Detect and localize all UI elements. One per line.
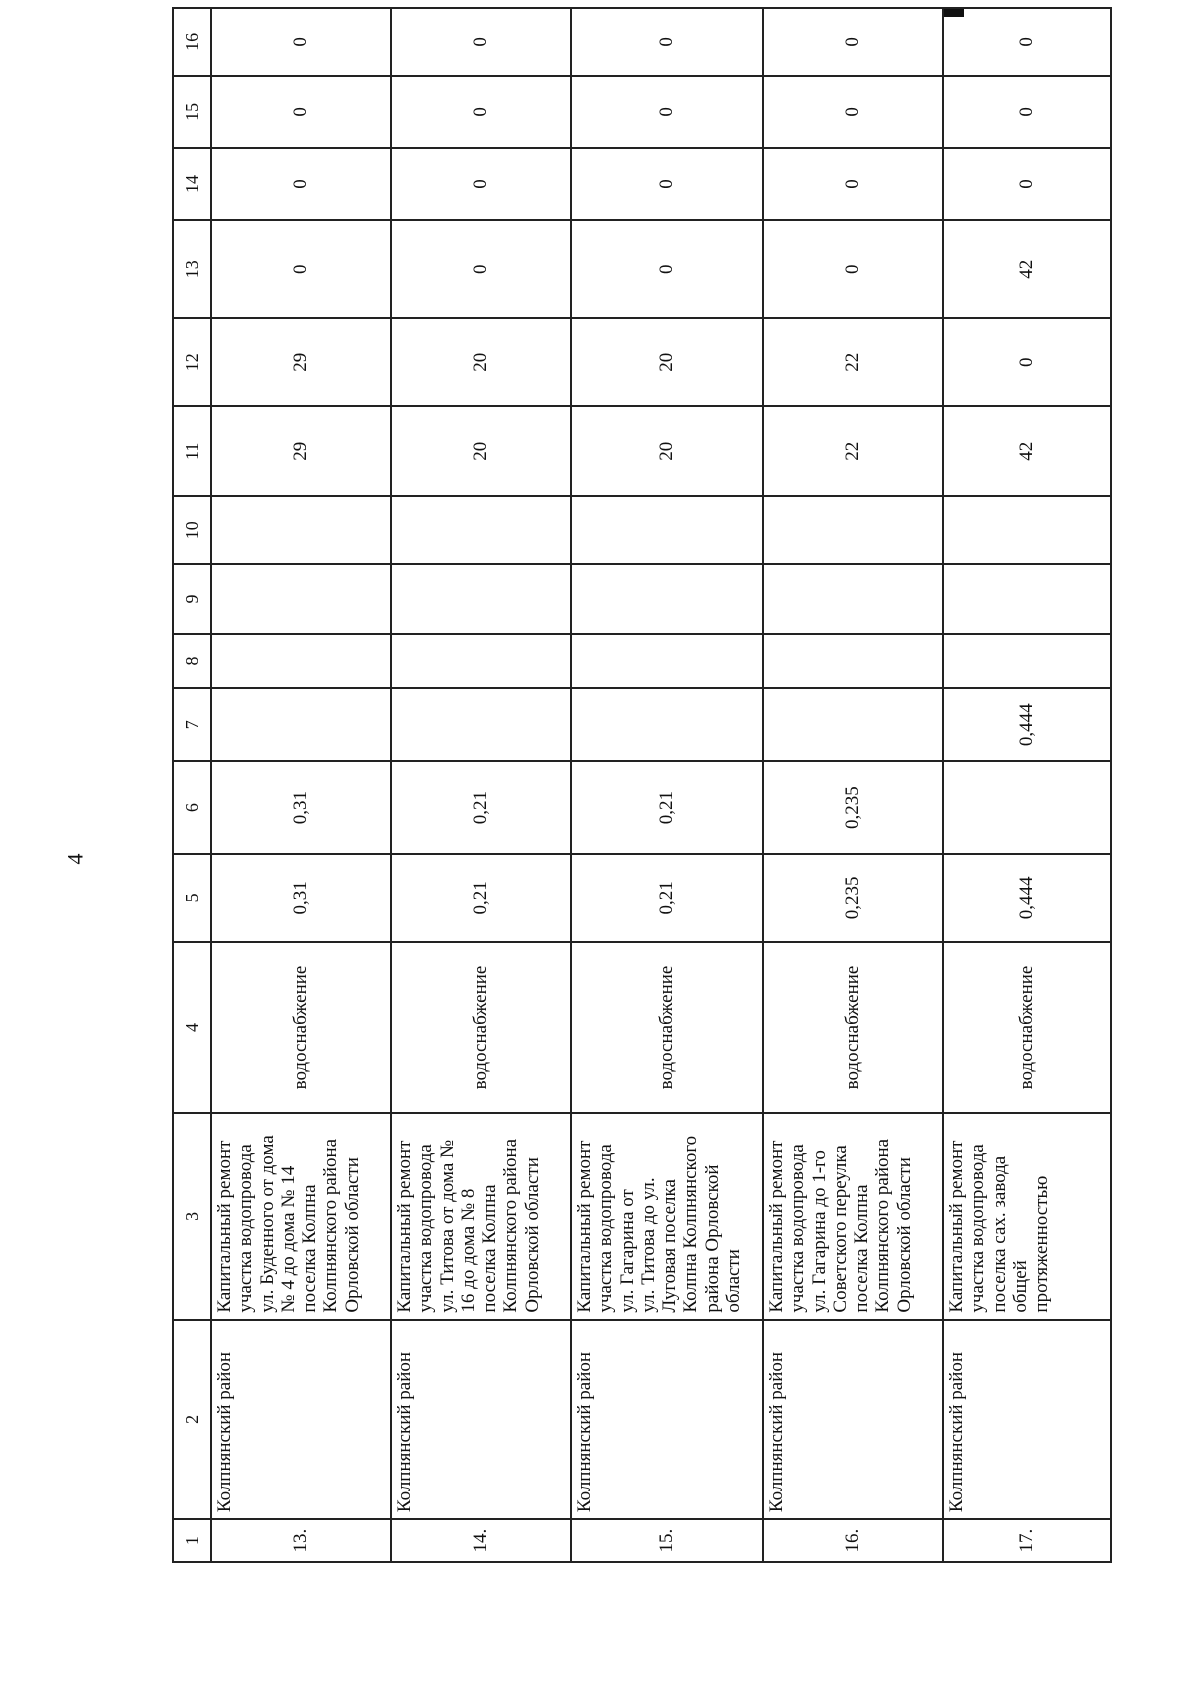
- value-cell-col-9: [763, 564, 943, 634]
- value-cell-col-9: [571, 564, 763, 634]
- description-line: Орловской области: [893, 1157, 915, 1313]
- description-line: № 4 до дома № 14: [277, 1165, 299, 1313]
- table-row: [211, 8, 391, 1562]
- rotated-table-wrapper: [172, 7, 1110, 1563]
- value-cell-col-11: 42: [943, 406, 1111, 496]
- district-cell: Колпнянский район: [943, 1320, 1111, 1520]
- description-cell: [391, 1113, 571, 1319]
- value-cell-col-5: 0,21: [391, 854, 571, 942]
- service-type-cell: водоснабжение: [391, 942, 571, 1113]
- value-cell-col-7: [211, 688, 391, 761]
- description-line: участка водопровода: [235, 1144, 257, 1313]
- value-cell-col-6: 0,21: [571, 761, 763, 853]
- column-number: 6: [173, 761, 211, 853]
- description-line: Орловской области: [521, 1157, 543, 1313]
- value-cell-col-13: 0: [391, 220, 571, 318]
- description-line: общей: [1009, 1260, 1031, 1313]
- value-cell-col-16: 0: [211, 8, 391, 76]
- service-type-cell: водоснабжение: [211, 942, 391, 1113]
- district-cell: Колпнянский район: [763, 1320, 943, 1520]
- row-number: 14.: [391, 1519, 571, 1562]
- value-cell-col-10: [571, 496, 763, 564]
- table-row: [763, 8, 943, 1562]
- description-line: Колпнянского района: [872, 1138, 894, 1313]
- value-cell-col-9: [943, 564, 1111, 634]
- value-cell-col-16: 0: [571, 8, 763, 76]
- value-cell-col-5: 0,235: [763, 854, 943, 942]
- row-number: 16.: [763, 1519, 943, 1562]
- service-type-cell: водоснабжение: [943, 942, 1111, 1113]
- value-cell-col-8: [391, 634, 571, 688]
- description-line: ул. Буденного от дома: [256, 1135, 278, 1313]
- description-line: Капитальный ремонт: [946, 1140, 967, 1313]
- row-number: 13.: [211, 1519, 391, 1562]
- district-cell: Колпнянский район: [211, 1320, 391, 1520]
- value-cell-col-12: 20: [391, 318, 571, 406]
- column-number: 12: [173, 318, 211, 406]
- value-cell-col-8: [571, 634, 763, 688]
- value-cell-col-8: [211, 634, 391, 688]
- description-line: ул. Титова до ул.: [637, 1177, 659, 1313]
- description-line: протяженностью: [1031, 1175, 1053, 1313]
- value-cell-col-15: 0: [391, 76, 571, 148]
- description-line: поселка Колпна: [479, 1184, 501, 1313]
- description-line: ул. Титова от дома №: [436, 1139, 458, 1313]
- value-cell-col-13: 42: [943, 220, 1111, 318]
- table-row: [571, 8, 763, 1562]
- column-number: 11: [173, 406, 211, 496]
- value-cell-col-16: 0: [943, 8, 1111, 76]
- service-type-cell: водоснабжение: [763, 942, 943, 1113]
- description-line: Советского переулка: [829, 1145, 851, 1313]
- value-cell-col-13: 0: [763, 220, 943, 318]
- column-number-row: [173, 8, 211, 1562]
- column-number: 7: [173, 688, 211, 761]
- description-line: поселка сах. завода: [988, 1155, 1010, 1313]
- value-cell-col-12: 20: [571, 318, 763, 406]
- scan-edge-mark: [944, 9, 964, 17]
- value-cell-col-11: 29: [211, 406, 391, 496]
- value-cell-col-15: 0: [943, 76, 1111, 148]
- description-line: Колпна Колпнянского: [680, 1135, 702, 1313]
- description-line: Капитальный ремонт: [214, 1140, 235, 1313]
- description-line: ул. Гагарина до 1-го: [808, 1150, 830, 1313]
- value-cell-col-6: 0,21: [391, 761, 571, 853]
- description-line: участка водопровода: [967, 1144, 989, 1313]
- description-line: Капитальный ремонт: [394, 1140, 415, 1313]
- table-row: [391, 8, 571, 1562]
- value-cell-col-8: [763, 634, 943, 688]
- column-number: 1: [173, 1519, 211, 1562]
- description-cell: [943, 1113, 1111, 1319]
- value-cell-col-11: 20: [391, 406, 571, 496]
- row-number: 15.: [571, 1519, 763, 1562]
- value-cell-col-15: 0: [211, 76, 391, 148]
- value-cell-col-10: [943, 496, 1111, 564]
- description-line: ул. Гагарина от: [616, 1189, 638, 1313]
- description-line: Капитальный ремонт: [574, 1140, 595, 1313]
- district-cell: Колпнянский район: [391, 1320, 571, 1520]
- value-cell-col-14: 0: [943, 148, 1111, 220]
- description-line: участка водопровода: [787, 1144, 809, 1313]
- description-line: области: [722, 1249, 744, 1313]
- description-cell: [763, 1113, 943, 1319]
- works-table: [172, 7, 1112, 1563]
- value-cell-col-16: 0: [391, 8, 571, 76]
- column-number: 15: [173, 76, 211, 148]
- value-cell-col-15: 0: [571, 76, 763, 148]
- value-cell-col-15: 0: [763, 76, 943, 148]
- column-number: 8: [173, 634, 211, 688]
- column-number: 10: [173, 496, 211, 564]
- value-cell-col-9: [211, 564, 391, 634]
- column-number: 5: [173, 854, 211, 942]
- value-cell-col-14: 0: [571, 148, 763, 220]
- description-line: Орловской области: [341, 1157, 363, 1313]
- column-number: 16: [173, 8, 211, 76]
- description-cell: [571, 1113, 763, 1319]
- column-number: 14: [173, 148, 211, 220]
- value-cell-col-14: 0: [211, 148, 391, 220]
- value-cell-col-12: 0: [943, 318, 1111, 406]
- value-cell-col-7: [763, 688, 943, 761]
- value-cell-col-13: 0: [211, 220, 391, 318]
- value-cell-col-12: 22: [763, 318, 943, 406]
- value-cell-col-14: 0: [391, 148, 571, 220]
- page-number: 4: [62, 853, 88, 865]
- value-cell-col-9: [391, 564, 571, 634]
- value-cell-col-13: 0: [571, 220, 763, 318]
- column-number: 13: [173, 220, 211, 318]
- column-number: 4: [173, 942, 211, 1113]
- description-line: участка водопровода: [595, 1144, 617, 1313]
- value-cell-col-6: 0,31: [211, 761, 391, 853]
- value-cell-col-7: [391, 688, 571, 761]
- column-number: 3: [173, 1113, 211, 1319]
- description-cell: [211, 1113, 391, 1319]
- description-line: района Орловской: [701, 1164, 723, 1313]
- description-line: Колпнянского района: [500, 1138, 522, 1313]
- row-number: 17.: [943, 1519, 1111, 1562]
- value-cell-col-10: [211, 496, 391, 564]
- description-line: Колпнянского района: [320, 1138, 342, 1313]
- value-cell-col-6: [943, 761, 1111, 853]
- column-number: 9: [173, 564, 211, 634]
- value-cell-col-8: [943, 634, 1111, 688]
- service-type-cell: водоснабжение: [571, 942, 763, 1113]
- value-cell-col-10: [391, 496, 571, 564]
- description-line: поселка Колпна: [299, 1184, 321, 1313]
- description-line: Капитальный ремонт: [766, 1140, 787, 1313]
- description-line: поселка Колпна: [851, 1184, 873, 1313]
- table-row: [943, 8, 1111, 1562]
- description-line: участка водопровода: [415, 1144, 437, 1313]
- value-cell-col-10: [763, 496, 943, 564]
- value-cell-col-11: 20: [571, 406, 763, 496]
- value-cell-col-5: 0,444: [943, 854, 1111, 942]
- district-cell: Колпнянский район: [571, 1320, 763, 1520]
- column-number: 2: [173, 1320, 211, 1520]
- value-cell-col-14: 0: [763, 148, 943, 220]
- value-cell-col-7: 0,444: [943, 688, 1111, 761]
- description-line: Луговая поселка: [659, 1179, 681, 1313]
- value-cell-col-5: 0,21: [571, 854, 763, 942]
- value-cell-col-16: 0: [763, 8, 943, 76]
- value-cell-col-6: 0,235: [763, 761, 943, 853]
- value-cell-col-12: 29: [211, 318, 391, 406]
- description-line: 16 до дома № 8: [457, 1188, 479, 1313]
- value-cell-col-7: [571, 688, 763, 761]
- value-cell-col-5: 0,31: [211, 854, 391, 942]
- value-cell-col-11: 22: [763, 406, 943, 496]
